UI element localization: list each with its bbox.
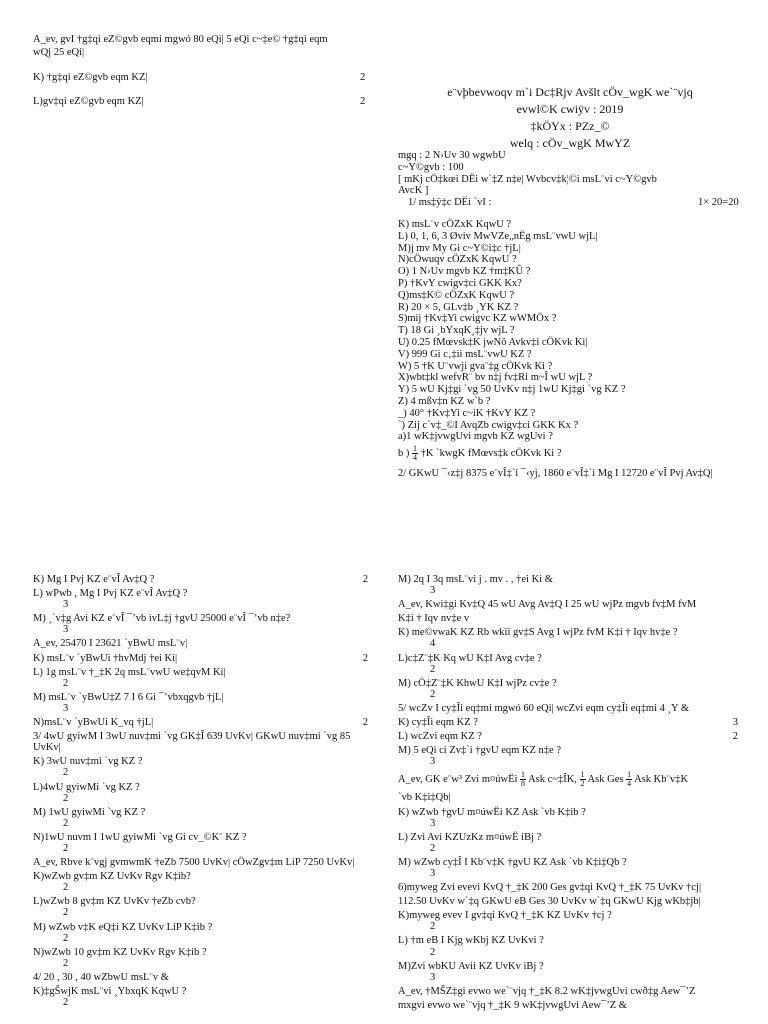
marks-value: 2 bbox=[63, 997, 69, 1009]
marks-value: 2 bbox=[63, 767, 69, 779]
question-line bbox=[398, 986, 740, 997]
question-line bbox=[398, 896, 740, 907]
q1-item: M)j mv My Gi c~Y©i‡c †jL| bbox=[398, 242, 521, 254]
question-line bbox=[33, 857, 378, 868]
question-l: L)gv‡qi eZ©gvb eqm KZ| bbox=[33, 96, 144, 107]
question-text: K)myweg evev I gv‡qi KvQ †_‡K KZ UvKv †cj ? bbox=[398, 910, 612, 922]
question-line bbox=[33, 986, 378, 1008]
question-text: A_ev, Kwi‡gi Kv‡Q 45 wU Avg Av‡Q I 25 wU wjPz mgvb fv‡M fvM bbox=[398, 599, 697, 611]
question-text: M) 1wU gyiwMi `vg KZ ? bbox=[33, 806, 146, 818]
marks-value: 2 bbox=[362, 717, 368, 729]
question-line bbox=[33, 613, 378, 635]
marks-value: 3 bbox=[63, 624, 69, 636]
question-line bbox=[398, 910, 740, 932]
q1-item: O) 1 N›Uv mgvb KZ †m‡KÛ ? bbox=[398, 266, 531, 278]
question-line bbox=[398, 599, 740, 610]
fraction-numerator: 1 bbox=[580, 770, 585, 780]
question-text: M) 5 eQi ci Zv‡`i †gvU eqm KZ n‡e ? bbox=[398, 745, 562, 757]
fraction-denominator: 4 bbox=[627, 779, 632, 789]
question-text: K) msL¨v `yBwUi †hvMdj †ei Ki| bbox=[33, 652, 178, 664]
q1-item: R) 20 × 5, GLv‡b ¸YK KZ ? bbox=[398, 301, 519, 313]
frac-text: Ask Kb¨v‡K bbox=[634, 774, 689, 786]
question-line bbox=[398, 771, 740, 788]
question-text: L) 1g msL¨v †_‡K 2q msL¨vwU we‡qvM Ki| bbox=[33, 666, 226, 678]
exam-header bbox=[400, 84, 740, 152]
question-line bbox=[398, 1000, 740, 1011]
q1-item: X)wbt‡kl wefvR¨ bv n‡j fv‡Ri m~Î wU wjL ? bbox=[398, 372, 593, 384]
question-text: M) wZwb cy‡Î I Kb¨v‡K †gvU KZ Ask `vb K‡i‡Qb ? bbox=[398, 856, 627, 868]
q1-marks: 1× 20=20 bbox=[698, 197, 739, 209]
question-line bbox=[33, 947, 378, 969]
question-line bbox=[33, 731, 378, 753]
question-line bbox=[33, 896, 378, 918]
marks-value: 2 bbox=[63, 817, 69, 829]
question-text: A_ev, †MŠZ‡gi evwo we`¨vjq †_‡K 8.2 wK‡jvwgUvi cwð‡g Aew¯’Z bbox=[398, 985, 696, 997]
q1-item: K) msL¨v cÖZxK KqwU ? bbox=[398, 218, 512, 230]
question-text: N)1wU nuvm I 1wU gyiwMi `vg Gi cv_©K¨ KZ ? bbox=[33, 831, 247, 843]
fraction bbox=[580, 771, 586, 788]
question-line bbox=[398, 935, 740, 957]
question-line bbox=[33, 782, 378, 804]
question-line bbox=[398, 792, 740, 803]
question-text: L) †m eB I Kjg wKbj KZ UvKvi ? bbox=[398, 935, 544, 947]
frac-text: Ask c~‡ÎK, bbox=[528, 774, 577, 786]
intro-line-2: wQj 25 eQi| bbox=[33, 46, 85, 58]
question-text: M) 2q I 3q msL¨vi j . mv . , †ei Ki & bbox=[398, 574, 553, 585]
question-line bbox=[398, 882, 740, 893]
question-line bbox=[33, 756, 378, 778]
marks-value: 3 bbox=[430, 867, 436, 879]
question-k: K) †g‡qi eZ©gvb eqm KZ| bbox=[33, 72, 148, 83]
question-text: N)wZwb 10 gv‡m KZ UvKv Rgv K‡ib ? bbox=[33, 946, 207, 958]
q1-item: W) 5 †K U¨vwji gva¨‡g cÖKvk Ki ? bbox=[398, 360, 553, 372]
q1-item: _) 40° †Kv‡Yi c~iK †KvY KZ ? bbox=[398, 407, 536, 419]
class-name: ‡kÖYx : PZz_© bbox=[530, 119, 610, 133]
frac-text: Ask Ges bbox=[587, 774, 624, 786]
marks-value: 3 bbox=[732, 717, 738, 729]
question-line bbox=[33, 588, 378, 610]
exam-time: mgq : 2 N›Uv 30 wgwbU bbox=[398, 150, 506, 161]
question-text: K) Mg I Pvj KZ e¨vÎ Av‡Q ? bbox=[33, 574, 155, 585]
question-text: 5/ wcZv I cy‡Îi eq‡mi mgwó 60 eQi| wcZvi eqm cy‡Îi eq‡mi 4 ¸Y & bbox=[398, 702, 689, 714]
marks-value: 3 bbox=[63, 599, 69, 611]
question-line bbox=[398, 745, 740, 767]
question-line bbox=[398, 832, 740, 854]
question-text: A_ev, Rbve k¨vgj gvmwmK †eZb 7500 UvKv| cÖwZgv‡m LiP 7250 UvKv| bbox=[33, 857, 355, 869]
question-text: K) me©vwaK KZ Rb wkïi gv‡S Avg I wjPz fvM K‡i † Iqv hv‡e ? bbox=[398, 627, 678, 639]
question-line bbox=[33, 871, 378, 893]
question-line bbox=[33, 638, 378, 649]
marks-value: 2 bbox=[63, 842, 69, 854]
question-text: 112.50 UvKv w`‡q GKwU eB Ges 30 UvKv w`‡q GKwU Kjg wKb‡jb| bbox=[398, 896, 701, 908]
question-text: M)Zvi wbKU Avii KZ UvKv iBj ? bbox=[398, 960, 544, 972]
q1-item: Z) 4 mßv‡n KZ w`b ? bbox=[398, 395, 491, 407]
q1-item: T) 18 Gi ¸bYxqK¸‡jv wjL ? bbox=[398, 325, 515, 337]
fraction bbox=[520, 771, 526, 788]
question-line bbox=[398, 703, 740, 714]
q1-section bbox=[398, 150, 738, 480]
exam-name: evwl©K cwiÿv : 2019 bbox=[516, 102, 624, 116]
question-text: 3/ 4wU gyiwM I 3wU nuv‡mi `vg GK‡Î 639 UvKv| GKwU nuv‡mi `vg 85 UvKv| bbox=[33, 731, 351, 754]
q1-item: P) †KvY cwigv‡ci GKK Kx? bbox=[398, 277, 522, 289]
subject-name: welq : cÖv_wgK MwYZ bbox=[509, 136, 631, 150]
instruction-line-2: AvcK ] bbox=[398, 185, 429, 197]
question-line bbox=[33, 972, 378, 983]
question-line bbox=[33, 922, 378, 944]
question-text: K) wZwb †gvU m¤úwËi KZ Ask `vb K‡ib ? bbox=[398, 806, 586, 818]
full-marks: c~Y©gvb : 100 bbox=[398, 161, 464, 173]
question-text: L) wcZvi eqm KZ ? bbox=[398, 731, 482, 743]
marks-value: 3 bbox=[430, 756, 436, 768]
question-line bbox=[33, 653, 378, 664]
question-line bbox=[33, 667, 378, 689]
question-text: A_ev, 25470 I 23621 `yBwU msL¨v| bbox=[33, 638, 188, 650]
marks-value: 2 bbox=[430, 842, 436, 854]
question-line bbox=[33, 692, 378, 714]
q1-item: L) 0, 1, 6, 3 Øviv MwVZe„nËg msL¨vwU wjL| bbox=[398, 230, 598, 242]
question-line bbox=[33, 807, 378, 829]
marks-value: 2 bbox=[430, 946, 436, 958]
marks-value: 3 bbox=[63, 702, 69, 714]
q1-item: Q)ms‡K© cÖZxK KqwU ? bbox=[398, 289, 515, 301]
marks-value: 2 bbox=[732, 731, 738, 743]
marks-value: 2 bbox=[362, 574, 368, 585]
q1-item: V) 999 Gi c‚‡ii msL¨vwU KZ ? bbox=[398, 348, 532, 360]
q1-item: U) 0.25 fMœvsk‡K jwNô Avkv‡i cÖKvk Ki| bbox=[398, 336, 588, 348]
q1-item: a)1 wK‡jvwgUvi mgvb KZ wgUvi ? bbox=[398, 431, 553, 443]
question-text: K)‡gŠwjK msL¨vi ¸YbxqK KqwU ? bbox=[33, 986, 187, 997]
question-text: M) cÖ‡Z¨‡K KhwU K‡I wjPz cv‡e ? bbox=[398, 677, 557, 689]
question-text: M) wZwb v‡K eQ‡i KZ UvKv LiP K‡ib ? bbox=[33, 921, 213, 933]
marks-value: 2 bbox=[63, 882, 69, 894]
question-text: 6)myweg Zvi evevi KvQ †_‡K 200 Ges gv‡qi KvQ †_‡K 75 UvKv †cj| bbox=[398, 882, 702, 894]
question-line bbox=[398, 961, 740, 983]
fraction bbox=[626, 771, 632, 788]
marks-value: 2 bbox=[63, 907, 69, 919]
school-name: e¨vþbevwoqv m`i Dc‡Rjv Avšlt cÖv_wgK we`¨vjq bbox=[447, 85, 693, 99]
q1-heading-row bbox=[398, 197, 738, 209]
fraction-denominator: 2 bbox=[580, 779, 585, 789]
marks-value: 3 bbox=[430, 817, 436, 829]
marks-value: 2 bbox=[430, 663, 436, 675]
question-text: 4/ 20 , 30 , 40 wZbwU msL¨v & bbox=[33, 971, 169, 983]
fraction: $\frac{1}{4}$ bbox=[413, 444, 417, 463]
question-line bbox=[398, 678, 740, 700]
question-text: K‡i † Iqv nv‡e v bbox=[398, 613, 470, 625]
marks-value: 2 bbox=[430, 921, 436, 933]
fraction-numerator: 1 bbox=[521, 770, 526, 780]
question-text: L)4wU gyiwMi `vg KZ ? bbox=[33, 781, 140, 793]
right-column bbox=[398, 574, 740, 1014]
question-text: M) ¸`v‡g Avi KZ e¨vÎ ¯’vb ivL‡j †gvU 25000 e¨vÎ ¯’vb n‡e? bbox=[33, 613, 291, 625]
question-text: M) msL¨v `yBwU‡Z 7 I 6 Gi ¯’vbxqgvb †jL| bbox=[33, 691, 224, 703]
question-k-mark: 2 bbox=[360, 72, 366, 83]
marks-value: 2 bbox=[63, 792, 69, 804]
intro-line-1: A_ev, gvI †g‡qi eZ©gvb eqmi mgwó 80 eQi| 5 eQi c~‡e© †g‡qi eqm bbox=[33, 34, 328, 45]
frac-text: A_ev, GK e¨w³ Zvi m¤úwËi bbox=[398, 774, 518, 786]
question-line bbox=[33, 574, 378, 585]
q2-statement: 2/ GKwU ¯‹z‡j 8375 e¨vÎ‡`i ¯‹yj, 1860 e¨vÎ‡`i Mg I 12720 e¨vÎ Pvj Av‡Q| bbox=[398, 468, 713, 480]
marks-value: 2 bbox=[430, 688, 436, 700]
q1-item: Y) 5 wU Kj‡gi `vg 50 UvKv n‡j 1wU Kj‡gi `vg KZ ? bbox=[398, 384, 626, 396]
question-text: L) Zvi Avi KZUzKz m¤úwË iBj ? bbox=[398, 831, 542, 843]
question-text: L)c‡Z¨‡K Kq wU K‡I Avg cv‡e ? bbox=[398, 652, 542, 664]
question-line bbox=[398, 807, 740, 829]
fraction-numerator: 1 bbox=[627, 770, 632, 780]
fraction-denominator: 8 bbox=[521, 779, 526, 789]
q1-item: `) Zij c`v‡_©I AvqZb cwigv‡ci GKK Kx ? bbox=[398, 419, 579, 431]
question-line bbox=[398, 574, 740, 596]
q1-item: N)cÖwuqv cÖZxK KqwU ? bbox=[398, 254, 517, 266]
question-line bbox=[398, 613, 740, 624]
question-text: K) 3wU nuv‡mi `vg KZ ? bbox=[33, 756, 143, 768]
question-line bbox=[33, 717, 378, 728]
question-line bbox=[398, 717, 740, 728]
left-column bbox=[33, 574, 378, 1011]
marks-value: 2 bbox=[63, 677, 69, 689]
question-line bbox=[33, 832, 378, 854]
marks-value: 2 bbox=[362, 652, 368, 664]
question-l-mark: 2 bbox=[360, 96, 366, 107]
question-text: mxgvi evwo we`¨vjq †_‡K 9 wK‡jvwgUvi Aew¯’Z & bbox=[398, 999, 627, 1011]
question-line bbox=[398, 857, 740, 879]
question-line bbox=[398, 653, 740, 675]
question-text: L) wPwb , Mg I Pvj KZ e¨vÎ Av‡Q ? bbox=[33, 588, 188, 600]
q1-item-fraction: b ) $\frac{1}{4}$ †K `kwgK fMœvs‡k cÖKvk Ki ? bbox=[398, 444, 562, 463]
question-line bbox=[398, 731, 740, 742]
q1-item: S)mij †Kv‡Yi cwigvc KZ wWMÖx ? bbox=[398, 313, 557, 325]
instruction-line-1: [ mKj cÖ‡kœi DËi w`‡Z n‡e| Wvbcv‡k¦©i msL¨vi c~Y©gvb bbox=[398, 173, 657, 185]
question-text: `vb K‡i‡Qb| bbox=[398, 792, 451, 804]
question-text: L)wZwb 8 gv‡m KZ UvKv †eZb cvb? bbox=[33, 896, 196, 908]
q1-heading: 1/ ms‡ÿ‡c DËi `vI : bbox=[408, 197, 492, 209]
question-text: K) cy‡Îi eqm KZ ? bbox=[398, 717, 478, 729]
marks-value: 3 bbox=[430, 971, 436, 983]
question-text: N)msL¨v `yBwUi K_vq †jL| bbox=[33, 717, 154, 729]
question-text: K)wZwb gv‡m KZ UvKv Rgv K‡ib? bbox=[33, 871, 191, 883]
question-line bbox=[398, 627, 740, 649]
marks-value: 4 bbox=[430, 638, 436, 650]
marks-value: 2 bbox=[63, 932, 69, 944]
marks-value: 3 bbox=[430, 585, 436, 597]
top-left-section bbox=[33, 34, 378, 59]
q1-items bbox=[398, 219, 738, 443]
marks-value: 2 bbox=[63, 957, 69, 969]
